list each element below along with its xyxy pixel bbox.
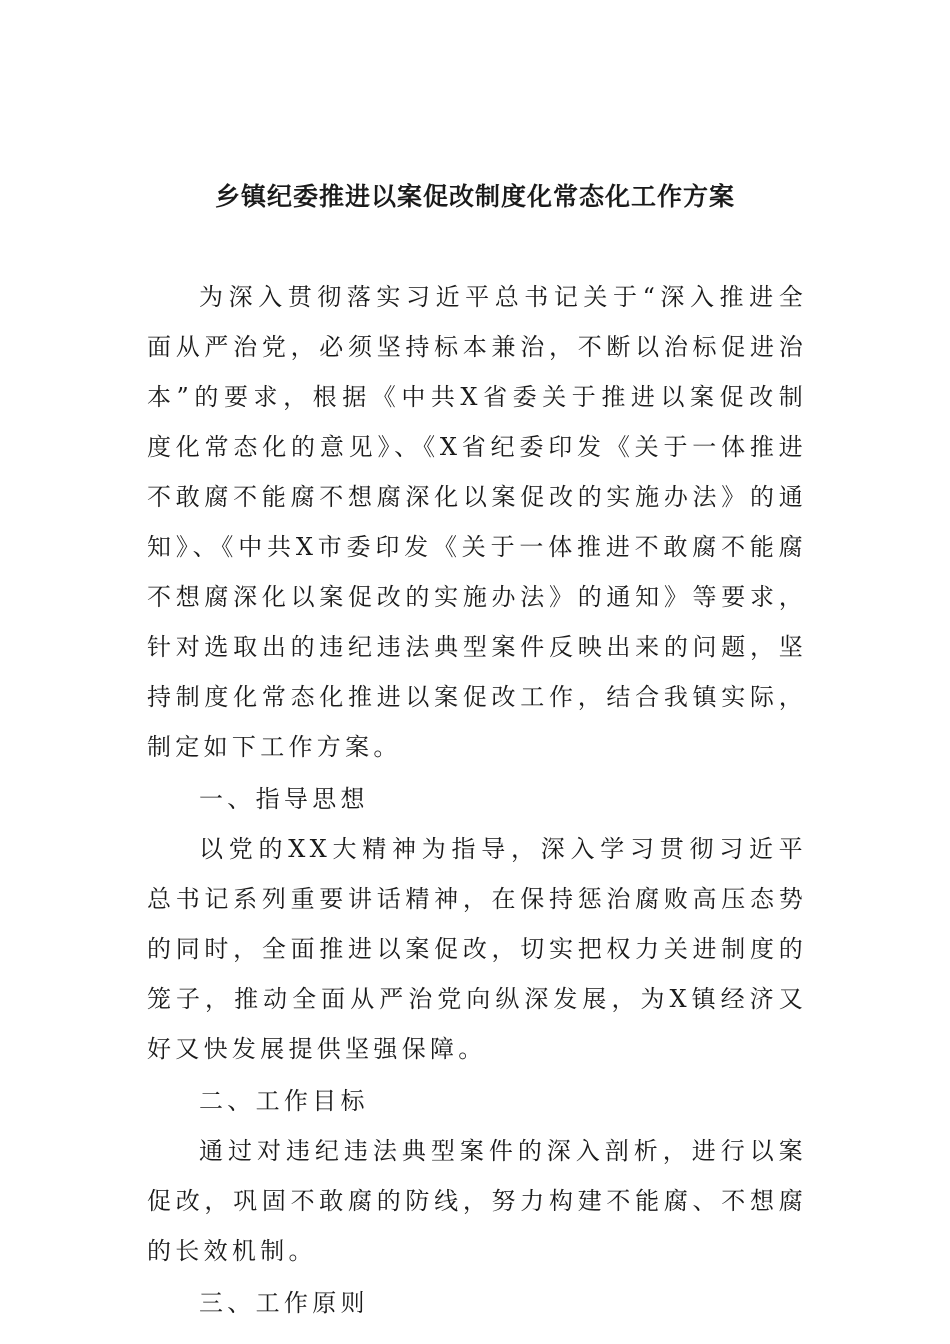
- section-text-work-goals: 通过对违纪违法典型案件的深入剖析，进行以案促改，巩固不敢腐的防线，努力构建不能腐、不想腐的长效机制。: [147, 1137, 807, 1265]
- section-heading-guiding-ideology: 一、指导思想: [199, 785, 369, 813]
- section-heading-work-goals: 二、工作目标: [199, 1087, 369, 1115]
- document-body: [147, 272, 807, 1328]
- intro-paragraph: 为深入贯彻落实习近平总书记关于“深入推进全面从严治党，必须坚持标本兼治，不断以治标促进治本”的要求，根据《中共X省委关于推进以案促改制度化常态化的意见》、《X省纪委印发《关于一体推进不敢腐不能腐不想腐深化以案促改的实施办法》的通知》、《中共X市委印发《关于一体推进不敢腐不能腐不想腐深化以案促改的实施办法》的通知》等要求，针对选取出的违纪违法典型案件反映出来的问题，坚持制度化常态化推进以案促改工作，结合我镇实际，制定如下工作方案。: [147, 283, 807, 761]
- section-text-guiding-ideology: 以党的XX大精神为指导，深入学习贯彻习近平总书记系列重要讲话精神，在保持惩治腐败高压态势的同时，全面推进以案促改，切实把权力关进制度的笼子，推动全面从严治党向纵深发展，为X镇经济又好又快发展提供坚强保障。: [147, 835, 807, 1063]
- document-title: 乡镇纪委推进以案促改制度化常态化工作方案: [214, 181, 735, 211]
- section-heading-work-principles: 三、工作原则: [199, 1289, 369, 1317]
